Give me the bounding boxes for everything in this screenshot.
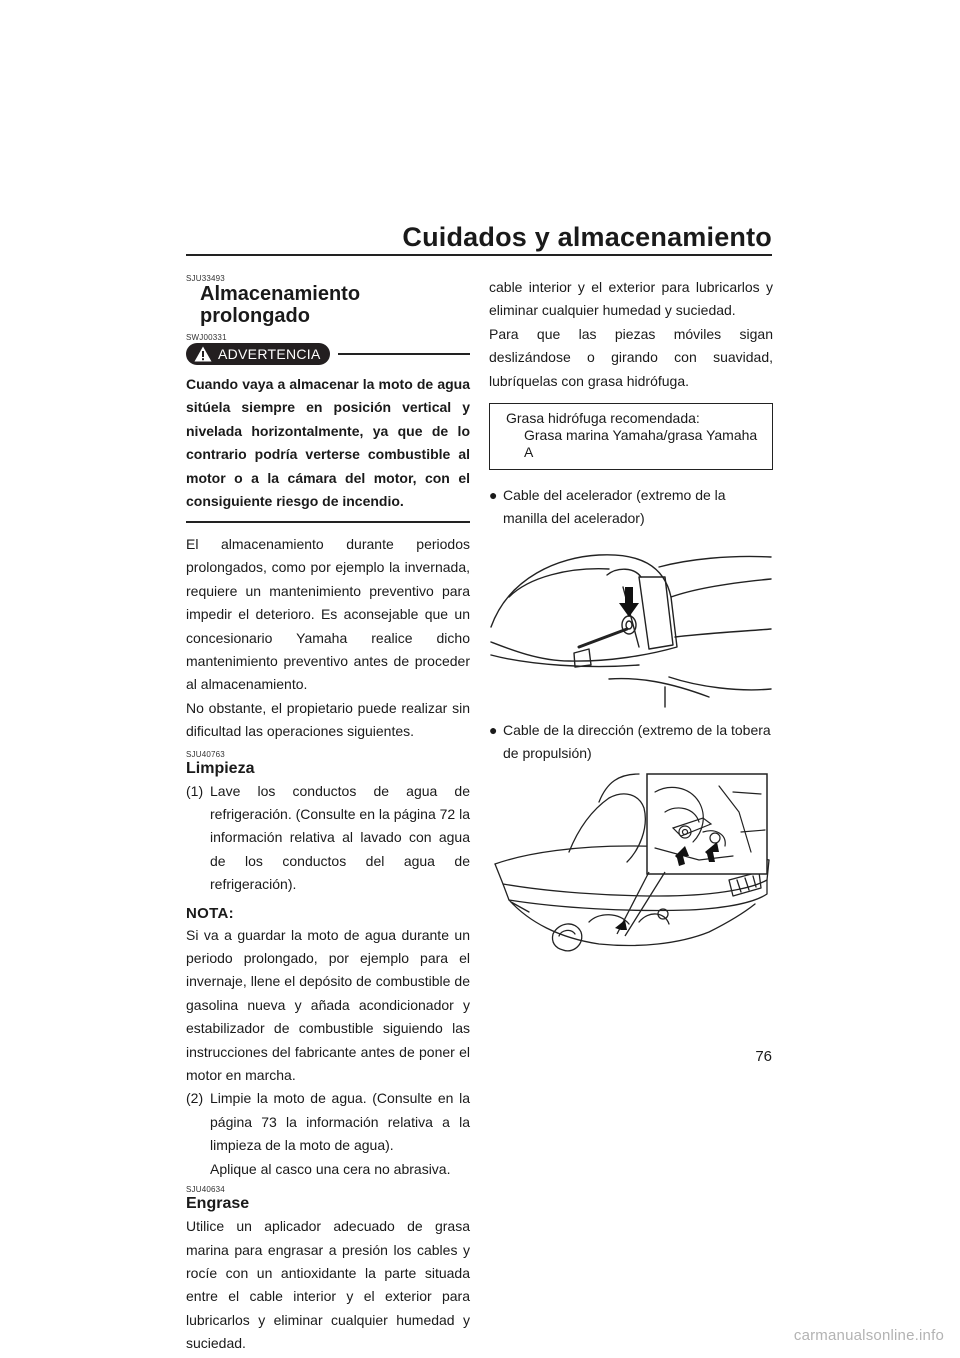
throttle-lever-illustration	[489, 537, 773, 707]
warning-bottom-rule	[186, 521, 470, 523]
left-column	[186, 274, 470, 1352]
step-text: Limpie la moto de agua. (Consulte en la página 73 la información relativa a la limpieza de la moto de agua).	[210, 1090, 470, 1154]
bullet-text: Cable del acelerador (extremo de la manilla del acelerador)	[503, 487, 726, 527]
warning-label: ADVERTENCIA	[218, 346, 321, 362]
nota-text: Si va a guardar la moto de agua durante un periodo prolongado, por ejemplo para el invernaje, llene el depósito de combustible de gasolina nueva y añada acondicionador y estabilizador de combustible siguiendo las instrucciones del fabricante antes de poner el motor en marcha.	[186, 926, 470, 1084]
engrase-title: Engrase	[186, 1195, 250, 1213]
limpieza-step-2	[186, 1087, 470, 1157]
step-2-extra: Aplique al casco una cera no abrasiva.	[210, 1160, 451, 1177]
intro-paragraph-1: El almacenamiento durante periodos prolongados, como por ejemplo la invernada, requiere un mantenimiento preventivo para impedir el deterioro. Es aconsejable que un concesionario Yamaha realice dicho mantenimiento preventivo antes de proceder al almacenamiento.	[186, 535, 470, 693]
engrase-code: SJU40634	[186, 1185, 225, 1195]
spec-label: Grasa hidrófuga recomendada:	[506, 410, 700, 427]
watermark: carmanualsonline.info	[793, 1327, 944, 1344]
warning-badge	[186, 343, 330, 365]
bullet-dot: ●	[489, 487, 498, 504]
bullet-item-throttle-cable	[489, 484, 773, 531]
bullet-text: Cable de la dirección (extremo de la tobera de propulsión)	[503, 721, 771, 762]
title-rule	[186, 254, 772, 256]
jet-nozzle-illustration	[489, 772, 773, 962]
page-title: Cuidados y almacenamiento	[402, 222, 772, 252]
warning-header	[186, 343, 470, 365]
spec-box	[489, 403, 773, 470]
warning-text: Cuando vaya a almacenar la moto de agua sitúela siempre en posición vertical y nivelada horizontalmente, ya que de lo contrario podría verterse combustible al motor o a la cámara del motor, con el consiguiente riesgo de incendio.	[186, 376, 470, 510]
step-number: (2)	[186, 1090, 204, 1107]
intro-paragraph-2: No obstante, el propietario puede realizar sin dificultad las operaciones siguientes.	[186, 699, 470, 740]
limpieza-code: SJU40763	[186, 749, 225, 759]
limpieza-step-1	[186, 780, 470, 897]
section-code: SJU33493	[186, 274, 225, 283]
right-column	[489, 276, 773, 974]
bullet-item-steering-cable	[489, 719, 773, 766]
warning-triangle-icon	[194, 346, 212, 362]
warning-rule	[338, 353, 470, 355]
nota-label: NOTA:	[186, 904, 234, 922]
engrase-paragraph-2: Para que las piezas móviles sigan deslizándose o girando con suavidad, lubríquelas con grasa hidrófuga.	[489, 325, 773, 389]
step-text: Lave los conductos de agua de refrigeración. (Consulte en la página 72 la información relativa al lavado con agua de los conductos del agua de refrigeración).	[210, 782, 470, 893]
bullet-dot: ●	[489, 721, 498, 738]
limpieza-title: Limpieza	[186, 759, 255, 777]
step-number: (1)	[186, 782, 204, 799]
engrase-paragraph-1: Utilice un aplicador adecuado de grasa marina para engrasar a presión los cables y rocíe con un antioxidante la parte situada entre el cable interior y el exterior para lubricarlos y eliminar cualquier humedad y suciedad.	[186, 1218, 470, 1352]
engrase-paragraph-1-continued: cable interior y el exterior para lubricarlos y eliminar cualquier humedad y suciedad.	[489, 279, 773, 319]
page-number: 76	[755, 1048, 772, 1065]
section-title: Almacenamiento prolongado	[200, 283, 361, 327]
warning-code: SWJ00331	[186, 333, 227, 342]
spec-value: Grasa marina Yamaha/grasa Yamaha A	[524, 427, 758, 461]
